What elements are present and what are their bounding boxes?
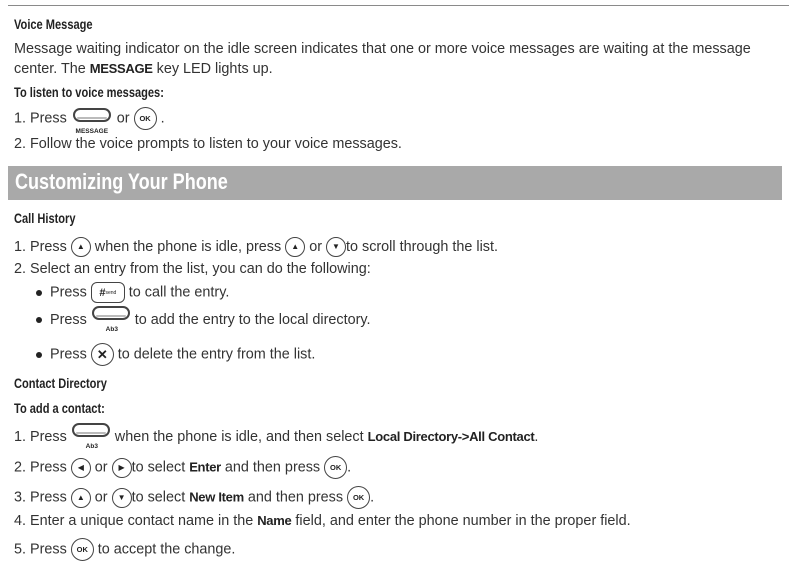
ok-key-icon: OK bbox=[71, 538, 94, 561]
top-rule bbox=[8, 5, 789, 6]
down-glyph: ▼ bbox=[117, 492, 126, 502]
contact-step-1 bbox=[14, 425, 538, 449]
down-key-icon bbox=[112, 488, 132, 508]
right-glyph: ▶ bbox=[118, 462, 125, 472]
up-glyph: ▲ bbox=[291, 242, 300, 251]
call-history-heading: Call History bbox=[14, 211, 76, 226]
step-text: field, and enter the phone number in the proper field. bbox=[291, 513, 631, 529]
step-text: . bbox=[370, 489, 375, 506]
message-key-label: MESSAGE bbox=[89, 61, 153, 76]
banner-title: Customizing Your Phone bbox=[15, 169, 228, 194]
step-text: and then press bbox=[220, 459, 321, 476]
name-field-label: Name bbox=[257, 513, 292, 528]
step-text: to accept the change. bbox=[97, 541, 236, 558]
message-keycap: MESSAGE bbox=[75, 127, 109, 135]
step-text: 4. Enter a unique contact name in the bbox=[14, 513, 258, 529]
menu-path: Local Directory->All Contact bbox=[367, 428, 535, 444]
ok-key-icon: OK bbox=[134, 107, 157, 130]
right-key-icon bbox=[112, 458, 132, 478]
left-glyph: ◀ bbox=[77, 462, 84, 472]
call-history-step-2: 2. Select an entry from the list, you can do the following: bbox=[14, 261, 371, 277]
ok-key-icon: OK bbox=[324, 456, 347, 479]
up-glyph: ▲ bbox=[76, 492, 85, 502]
step-text: Press bbox=[50, 311, 87, 328]
up-key-icon bbox=[71, 237, 91, 257]
contact-step-2 bbox=[14, 456, 351, 479]
down-glyph: ▼ bbox=[332, 242, 340, 251]
send-key-icon bbox=[91, 282, 125, 303]
bullet-delete bbox=[36, 343, 315, 366]
step-text: when the phone is idle, and then select bbox=[114, 428, 368, 445]
up-glyph: ▲ bbox=[76, 242, 85, 251]
desc-text: key LED lights up. bbox=[152, 61, 273, 77]
new-item-label: New Item bbox=[189, 489, 244, 505]
step-text: to add the entry to the local directory. bbox=[134, 311, 371, 328]
section-banner bbox=[8, 166, 782, 200]
call-history-step-1 bbox=[14, 237, 498, 257]
voice-message-description bbox=[14, 40, 784, 79]
step-text: . bbox=[347, 459, 352, 476]
desc-line-1: Message waiting indicator on the idle screen indicates that one or more voice messages are waiting at the message bbox=[14, 41, 751, 57]
add-contact-subheading: To add a contact: bbox=[14, 401, 105, 416]
step-text: 5. Press bbox=[14, 541, 67, 558]
voice-step-2: 2. Follow the voice prompts to listen to your voice messages. bbox=[14, 136, 402, 152]
ok-key-icon: OK bbox=[347, 486, 370, 509]
hash-glyph: # bbox=[99, 286, 106, 299]
step-text: to select bbox=[131, 489, 190, 506]
bullet-dot bbox=[36, 317, 42, 323]
message-key-icon bbox=[71, 108, 113, 135]
voice-message-heading: Voice Message bbox=[14, 17, 93, 32]
enter-label: Enter bbox=[189, 459, 221, 475]
listen-subheading: To listen to voice messages: bbox=[14, 85, 164, 100]
step-text: 1. Press bbox=[14, 110, 67, 127]
directory-key-icon bbox=[71, 425, 111, 449]
step-text: 2. Press bbox=[14, 459, 67, 476]
cancel-key-icon bbox=[91, 343, 114, 366]
step-text: when the phone is idle, press bbox=[94, 238, 282, 255]
directory-keycap: Ab3 bbox=[105, 326, 118, 333]
step-text: to select bbox=[131, 459, 190, 476]
contact-step-4 bbox=[14, 512, 631, 530]
step-text: or bbox=[94, 459, 108, 476]
send-small-label: send bbox=[105, 289, 117, 296]
step-text: Press bbox=[50, 346, 87, 363]
step-text: or bbox=[116, 110, 130, 127]
desc-text: center. The bbox=[14, 61, 90, 77]
contact-step-5 bbox=[14, 538, 235, 561]
x-glyph: ✕ bbox=[96, 347, 108, 362]
bullet-dot bbox=[36, 290, 42, 296]
down-key-icon bbox=[326, 237, 346, 257]
voice-step-1 bbox=[14, 107, 165, 135]
up-key-icon bbox=[71, 488, 91, 508]
step-text: 1. Press bbox=[14, 428, 67, 445]
step-text: . bbox=[534, 428, 539, 445]
contact-directory-heading: Contact Directory bbox=[14, 376, 107, 391]
bullet-add bbox=[36, 308, 371, 332]
step-text: to delete the entry from the list. bbox=[117, 346, 316, 363]
step-text: 1. Press bbox=[14, 238, 67, 255]
step-text: 3. Press bbox=[14, 489, 67, 506]
contact-step-3 bbox=[14, 486, 374, 509]
up-key-icon bbox=[285, 237, 305, 257]
directory-key-icon bbox=[91, 308, 131, 332]
step-text: or bbox=[309, 238, 322, 255]
step-text: to scroll through the list. bbox=[346, 238, 498, 255]
left-key-icon bbox=[71, 458, 91, 478]
step-text: Press bbox=[50, 284, 87, 301]
desc-line-2 bbox=[14, 59, 784, 79]
step-text: . bbox=[160, 110, 165, 127]
step-text: and then press bbox=[243, 489, 344, 506]
directory-keycap: Ab3 bbox=[85, 443, 98, 450]
bullet-dot bbox=[36, 352, 42, 358]
step-text: to call the entry. bbox=[128, 284, 230, 301]
step-text: or bbox=[94, 489, 108, 506]
bullet-call bbox=[36, 282, 229, 303]
